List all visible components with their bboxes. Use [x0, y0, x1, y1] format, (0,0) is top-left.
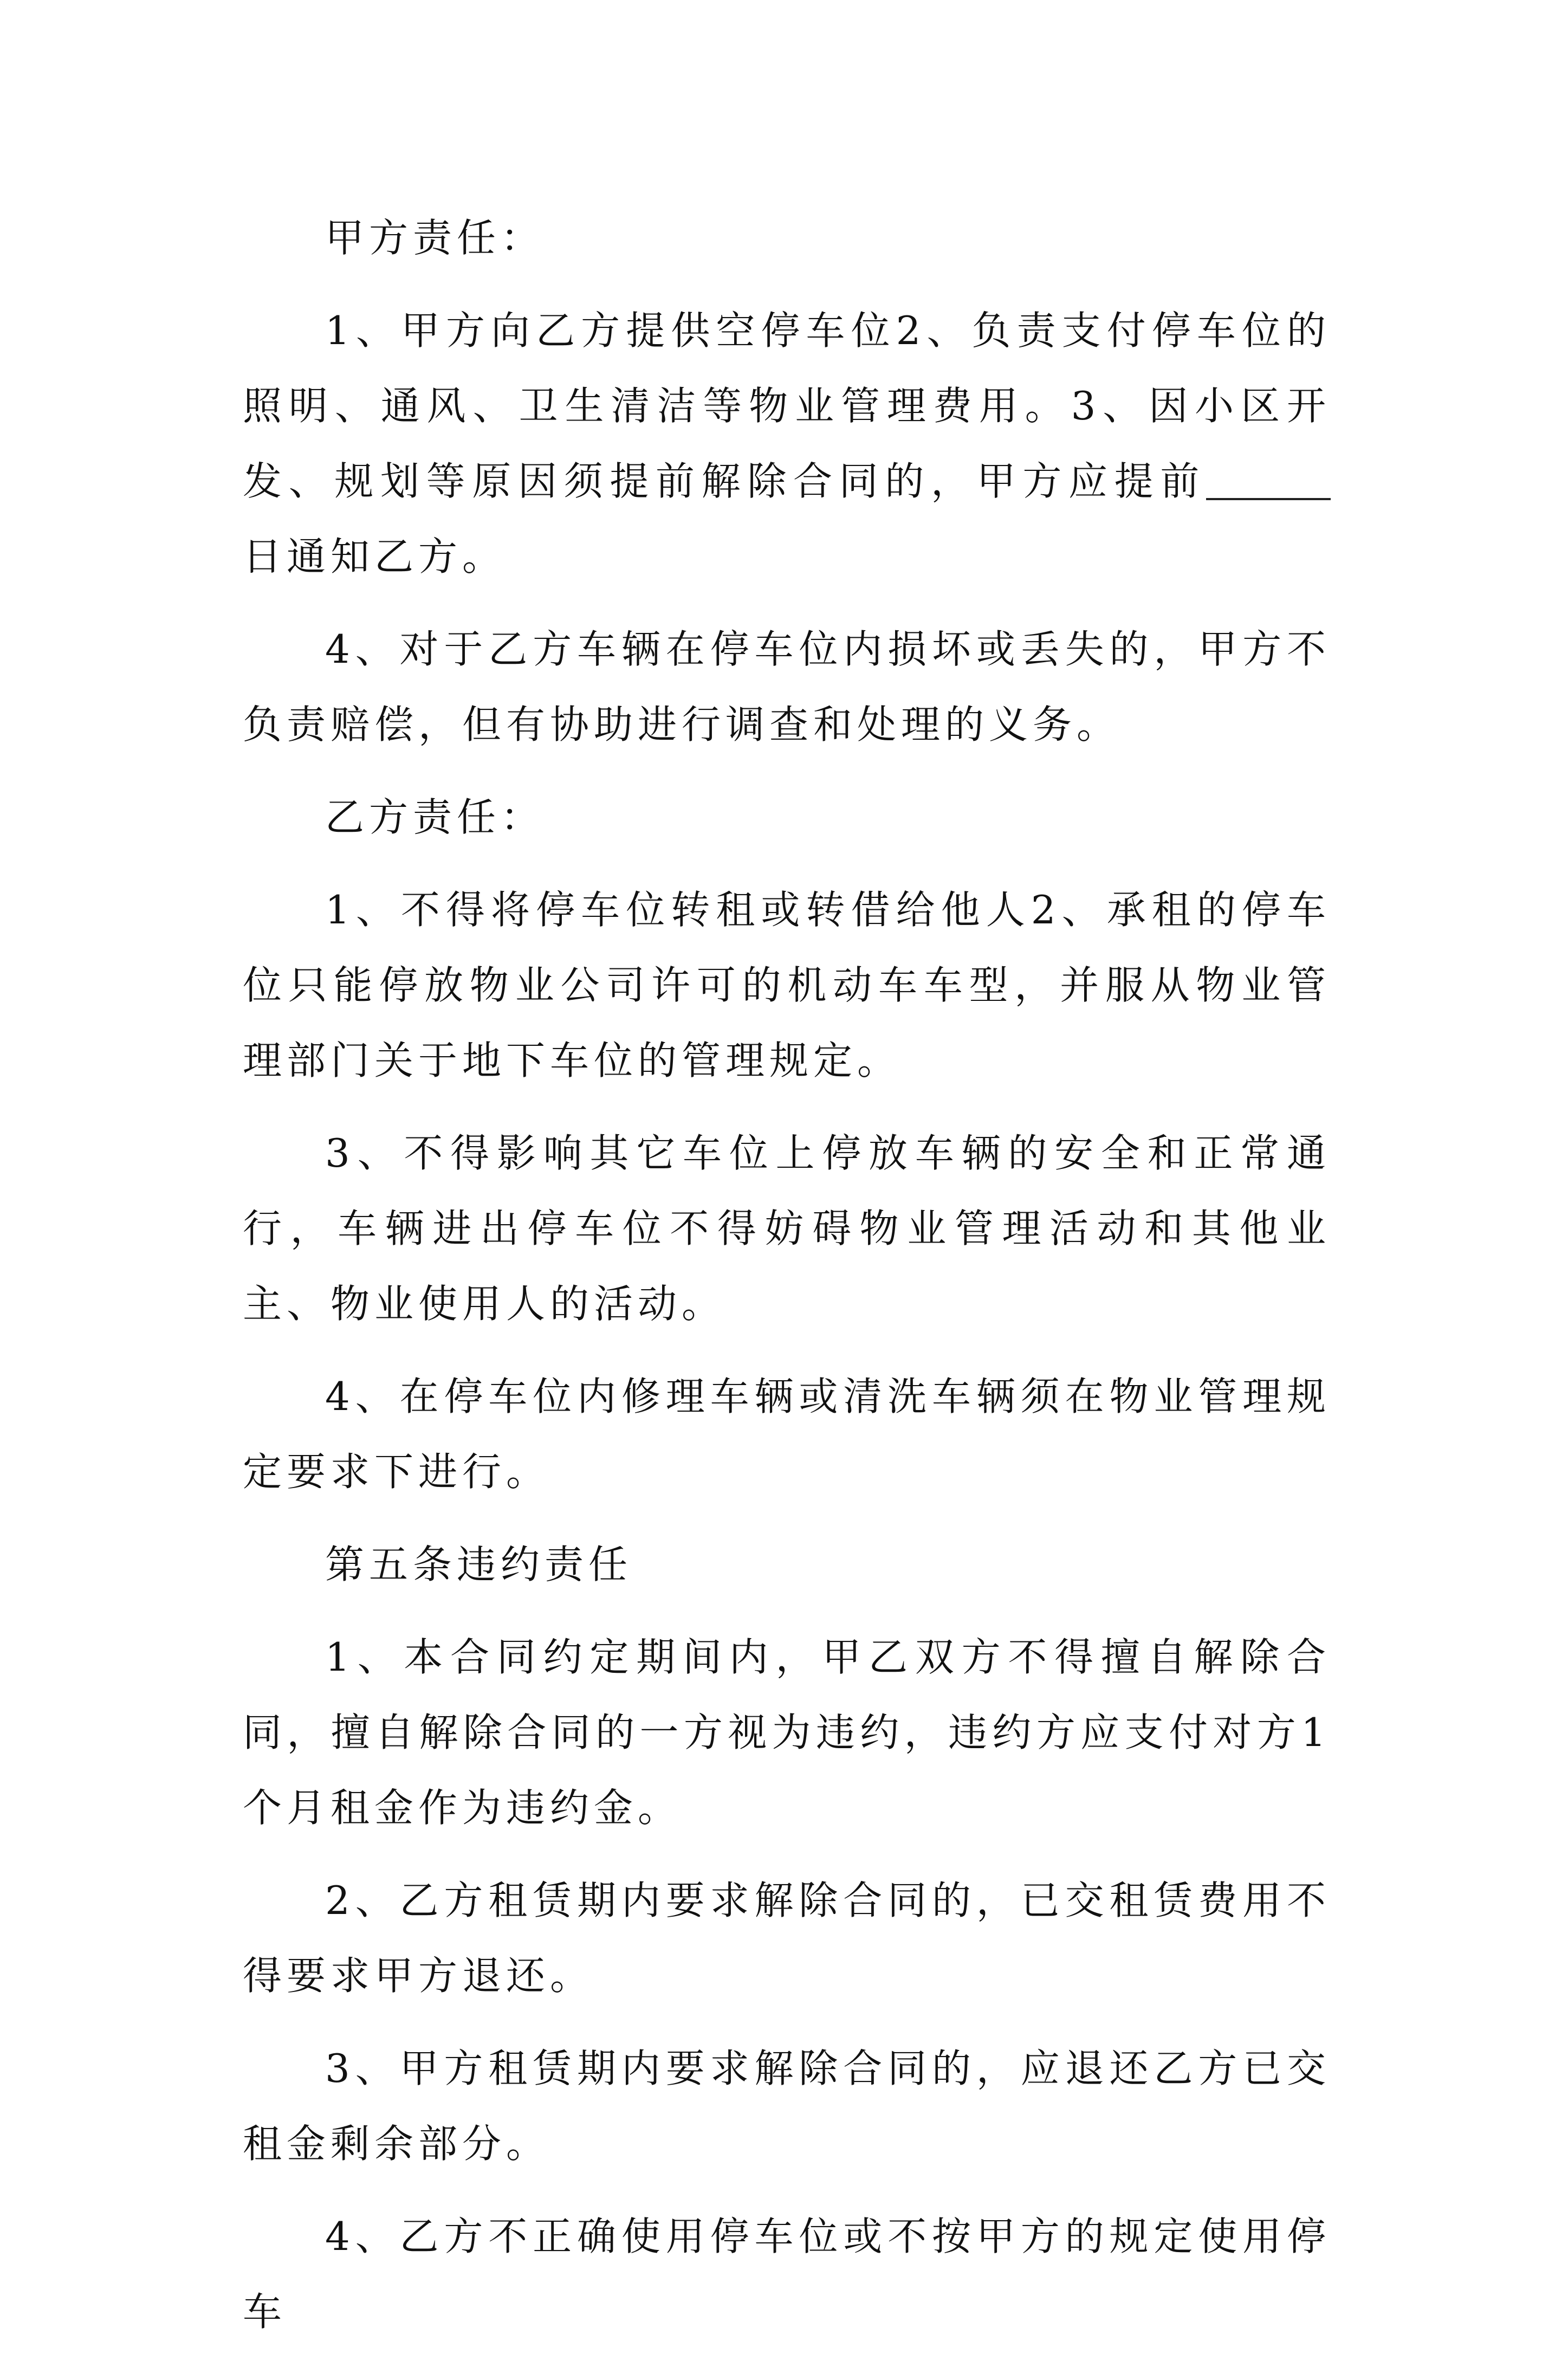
article-5-heading: 第五条违约责任: [325, 1542, 633, 1587]
party-b-clause-3: 3、不得影响其它车位上停放车辆的安全和正常通行，车辆进出停车位不得妨碍物业管理活动和其他业主、物业使用人的活动。: [243, 1130, 1331, 1327]
article-5-clause-3: 3、甲方租赁期内要求解除合同的，应退还乙方已交租金剩余部分。: [243, 2046, 1331, 2166]
article-5-clause-1: 1、本合同约定期间内，甲乙双方不得擅自解除合同，擅自解除合同的一方视为违约，违约方应支付对方1个月租金作为违约金。: [243, 1634, 1331, 1831]
article-5-clause-4: 4、乙方不正确使用停车位或不按甲方的规定使用停车: [243, 2214, 1331, 2334]
notice-days-blank: [1206, 459, 1331, 500]
party-a-heading: 甲方责任：: [325, 215, 545, 261]
article-5-clause-2: 2、乙方租赁期内要求解除合同的，已交租赁费用不得要求甲方退还。: [243, 1878, 1331, 1999]
document-body: [243, 201, 1331, 2367]
party-a-clause-tail: 日通知乙方。: [243, 534, 507, 579]
party-a-clause-1-3: [243, 293, 1331, 594]
party-a-clause-4: 4、对于乙方车辆在停车位内损坏或丢失的，甲方不负责赔偿，但有协助进行调查和处理的义务。: [243, 626, 1331, 747]
party-b-heading: 乙方责任：: [325, 794, 545, 840]
party-b-clause-4: 4、在停车位内修理车辆或清洗车辆须在物业管理规定要求下进行。: [243, 1374, 1331, 1495]
party-a-clause-text: 1、甲方向乙方提供空停车位2、负责支付停车位的照明、通风、卫生清洁等物业管理费用。3、因小区开发、规划等原因须提前解除合同的，甲方应提前: [243, 308, 1331, 504]
party-b-clause-1-2: 1、不得将停车位转租或转借给他人2、承租的停车位只能停放物业公司许可的机动车车型，并服从物业管理部门关于地下车位的管理规定。: [243, 887, 1331, 1083]
